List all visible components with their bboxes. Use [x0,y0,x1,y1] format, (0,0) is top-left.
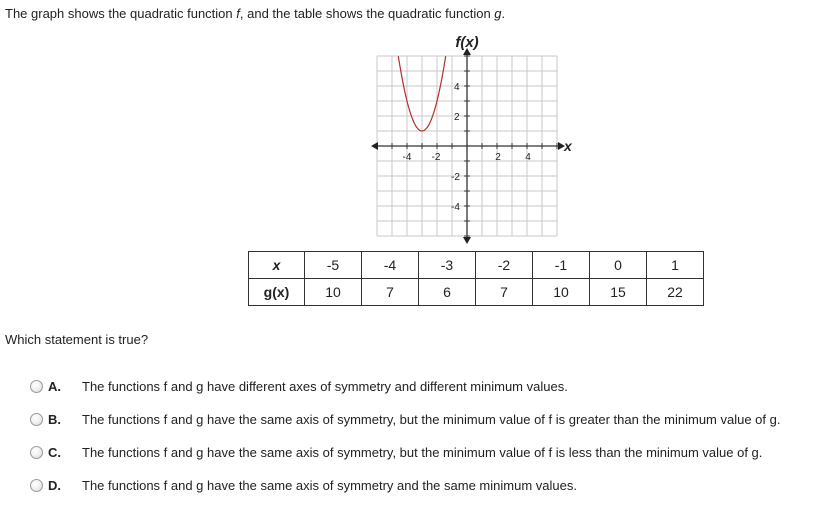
option-c[interactable] [30,444,835,464]
question-text: Which statement is true? [5,332,149,347]
y-tick-label: 4 [454,82,460,93]
option-text: The functions f and g have the same axis of symmetry, but the minimum value of f is less than the minimum value of g. [82,445,763,460]
function-g-name: g [494,6,502,21]
g-value-cell: 6 [419,279,476,306]
x-value-cell: -3 [419,252,476,279]
g-value-cell: 22 [647,279,704,306]
option-letter: C. [48,445,61,460]
option-letter: B. [48,412,61,427]
graph-of-f [360,30,590,246]
y-tick-label: -4 [451,202,460,213]
y-tick-label: -2 [451,172,460,183]
option-b[interactable] [30,411,835,431]
x-axis-label: x [564,138,572,154]
axes [371,48,565,244]
x-value-cell: -1 [533,252,590,279]
question-prompt: The graph shows the quadratic function f, and the table shows the quadratic function g. [5,6,506,21]
g-value-cell: 7 [362,279,419,306]
x-tick-label: -2 [431,152,441,163]
option-a-radio[interactable] [30,380,43,393]
x-axis-arrow-left [371,142,378,150]
x-value-cell: -4 [362,252,419,279]
x-tick-label: 2 [495,152,501,163]
table-row-x [249,252,704,279]
x-header: x [249,252,305,279]
y-tick-label: 2 [454,112,460,123]
g-value-cell: 15 [590,279,647,306]
option-c-radio[interactable] [30,446,43,459]
g-values-table [248,251,704,306]
x-value-cell: 1 [647,252,704,279]
g-value-cell: 10 [533,279,590,306]
x-value-cell: 0 [590,252,647,279]
x-value-cell: -2 [476,252,533,279]
option-letter: D. [48,478,61,493]
option-a[interactable] [30,378,835,398]
x-tick-label: -4 [402,152,412,163]
function-f-name: f [236,6,240,21]
gx-header: g(x) [249,279,305,306]
option-d-radio[interactable] [30,479,43,492]
option-letter: A. [48,379,61,394]
x-tick-label: 4 [525,152,531,163]
g-value-cell: 7 [476,279,533,306]
table-row-gx [249,279,704,306]
option-text: The functions f and g have different axes of symmetry and different minimum values. [82,379,568,394]
option-d[interactable] [30,477,835,497]
g-value-cell: 10 [305,279,362,306]
option-text: The functions f and g have the same axis of symmetry, but the minimum value of f is greater than the minimum value of g. [82,412,781,427]
y-axis-arrow-down [463,237,471,244]
option-b-radio[interactable] [30,413,43,426]
graph-title: f(x) [455,34,479,51]
x-value-cell: -5 [305,252,362,279]
option-text: The functions f and g have the same axis of symmetry and the same minimum values. [82,478,577,493]
